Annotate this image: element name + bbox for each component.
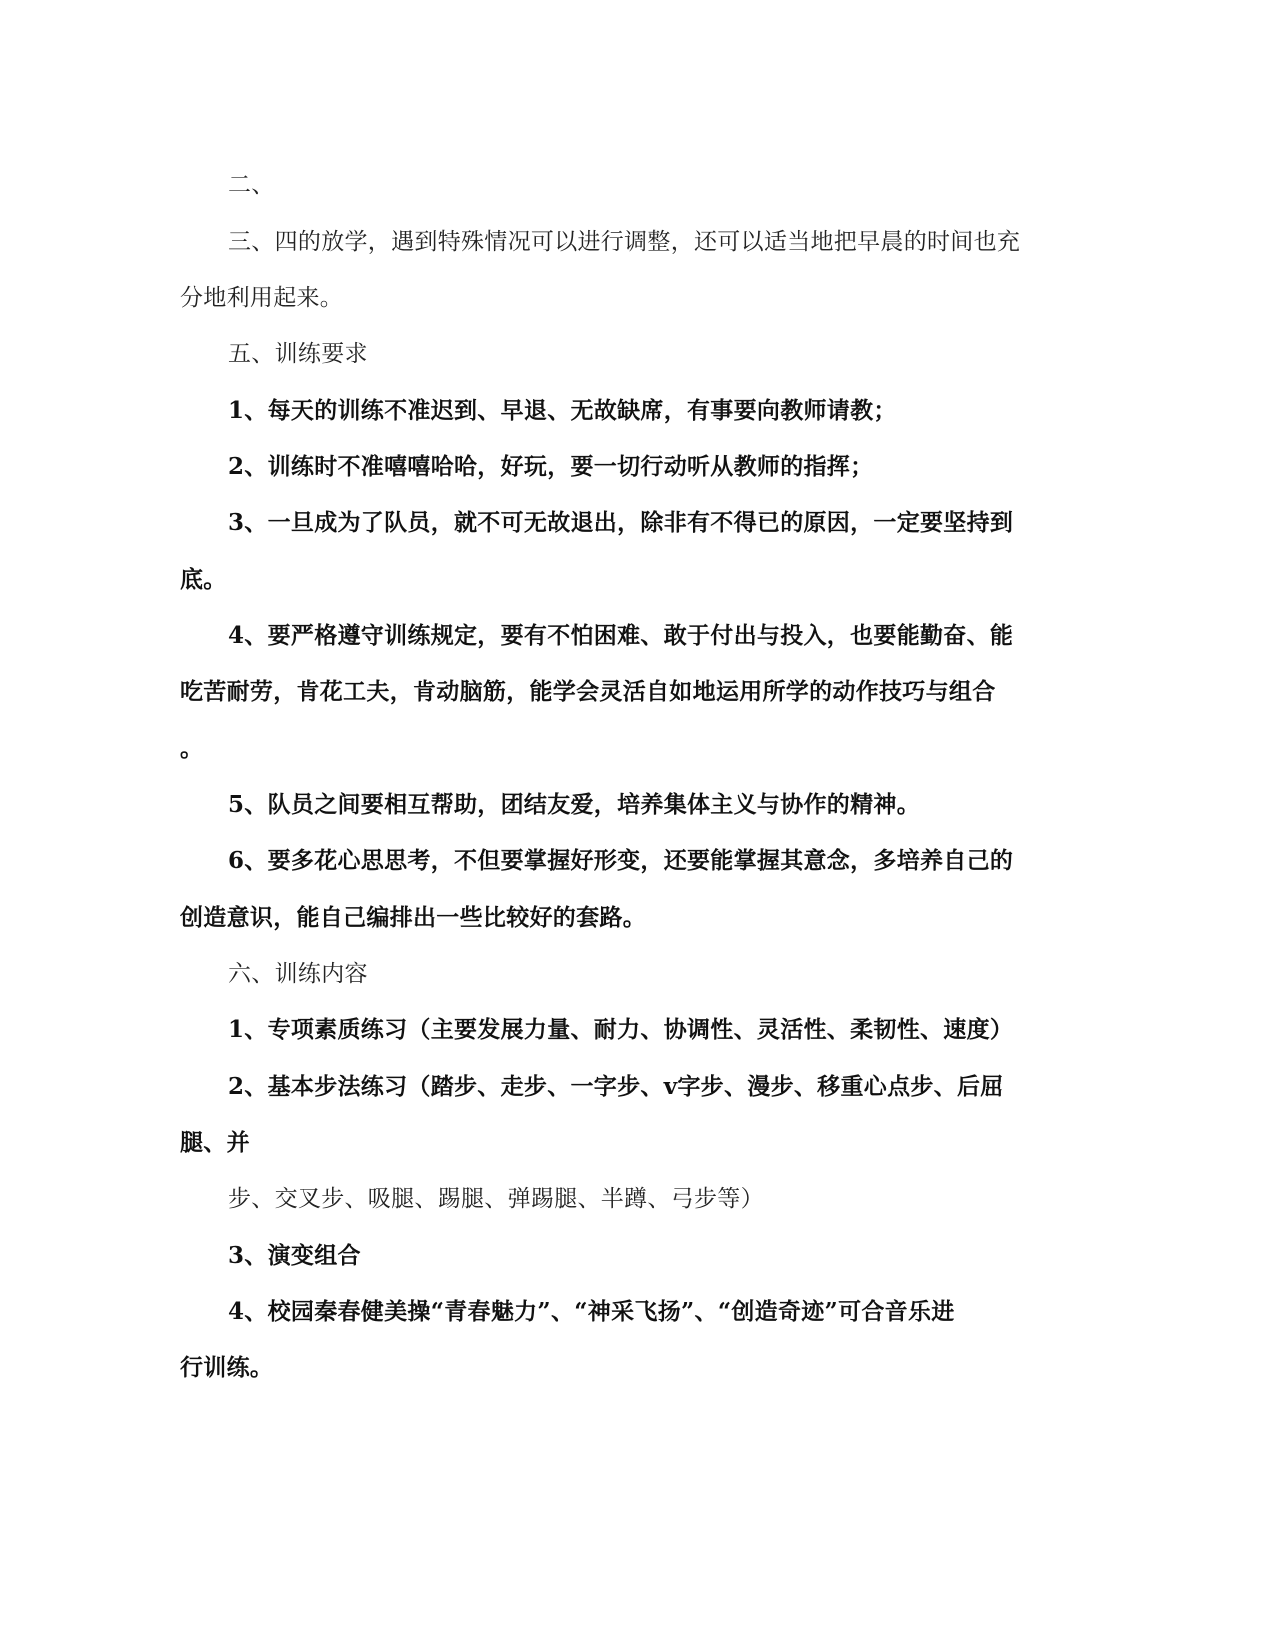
paragraph-line: 4、要严格遵守训练规定，要有不怕困难、敢于付出与投入，也要能勤奋、能 xyxy=(228,622,1014,649)
paragraph-line: 4、校园秦春健美操“青春魅力”、“神采飞扬”、“创造奇迹”可合音乐进 xyxy=(228,1298,955,1325)
paragraph-line: 5、队员之间要相互帮助，团结友爱，培养集体主义与协作的精神。 xyxy=(228,791,921,818)
paragraph-line: 1、专项素质练习（主要发展力量、耐力、协调性、灵活性、柔韧性、速度） xyxy=(228,1016,1014,1043)
paragraph-line: 行训练。 xyxy=(180,1354,274,1381)
paragraph-line: 二、 xyxy=(228,172,275,198)
paragraph-line: 步、交叉步、吸腿、踢腿、弹踢腿、半蹲、弓步等） xyxy=(228,1186,764,1212)
paragraph-line: 分地利用起来。 xyxy=(180,285,344,311)
paragraph-line: 3、演变组合 xyxy=(228,1242,361,1269)
paragraph-line: 1、每天的训练不准迟到、早退、无故缺席，有事要向教师请教； xyxy=(228,397,897,424)
paragraph-line: 2、训练时不准嘻嘻哈哈，好玩，要一切行动听从教师的指挥； xyxy=(228,453,874,480)
paragraph-line: 3、一旦成为了队员，就不可无故退出，除非有不得已的原因，一定要坚持到 xyxy=(228,509,1014,536)
paragraph-line: 2、基本步法练习（踏步、走步、一字步、v字步、漫步、移重心点步、后屈 xyxy=(228,1073,1004,1100)
section-heading: 五、训练要求 xyxy=(228,341,368,367)
paragraph-line: 吃苦耐劳，肯花工夫，肯动脑筋，能学会灵活自如地运用所学的动作技巧与组合 xyxy=(180,678,996,705)
paragraph-line: 三、四的放学，遇到特殊情况可以进行调整，还可以适当地把早晨的时间也充 xyxy=(228,229,1021,255)
paragraph-line: 底。 xyxy=(180,566,227,593)
paragraph-line: 6、要多花心思思考，不但要掌握好形变，还要能掌握其意念，多培养自己的 xyxy=(228,847,1014,874)
paragraph-line: 腿、并 xyxy=(180,1129,250,1156)
paragraph-line: 创造意识，能自己编排出一些比较好的套路。 xyxy=(180,904,646,931)
paragraph-line: 。 xyxy=(180,735,204,762)
section-heading: 六、训练内容 xyxy=(228,961,368,987)
